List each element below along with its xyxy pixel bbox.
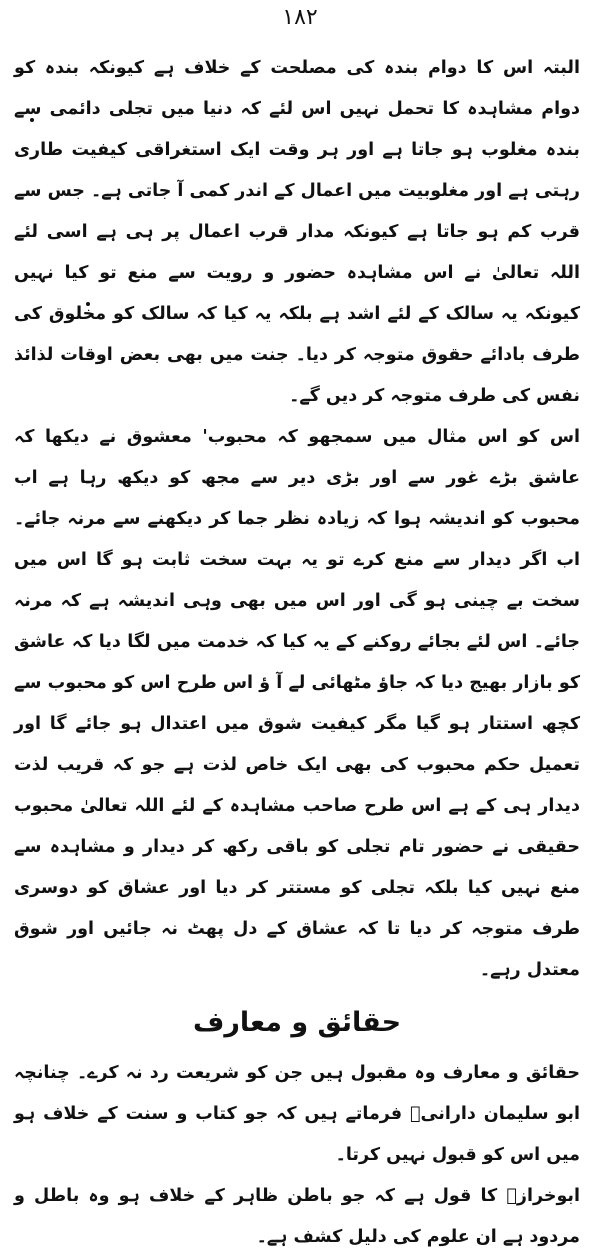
- section-heading: حقائق و معارف: [192, 1007, 402, 1038]
- paragraph-3: حقائق و معارف وہ مقبول ہیں جن کو شریعت رد نہ کرے۔ چنانچہ ابو سلیمان دارانیؒ فرماتے ہیں کہ جو کتاب و سنت کے خلاف ہو میں اس کو قبول نہیں کرتا۔: [14, 1063, 580, 1165]
- page-body: [14, 48, 580, 1258]
- paragraph-4: ابوخرازؒ کا قول ہے کہ جو باطن ظاہر کے خلاف ہو وہ باطل و مردود ہے ان علوم کی دلیل کشف ہے۔: [14, 1186, 580, 1247]
- paragraph-1: البتہ اس کا دوام بندہ کی مصلحت کے خلاف ہے کیونکہ بندہ کو دوام مشاہدہ کا تحمل نہیں اس لئے کہ دنیا میں تجلی دائمی سے بندہ مغلوب ہو جاتا ہے اور ہر وقت ایک استغراقی کیفیت طاری رہتی ہے اور مغلوبیت میں اعمال کے اندر کمی آ جاتی ہے۔ جس سے قرب کم ہو جاتا ہے کیونکہ مدار قرب اعمال پر ہی ہے اسی لئے اللہ تعالیٰ نے اس مشاہدہ حضور و رویت سے منع تو کیا نہیں کیونکہ یہ سالک کے لئے اشد ہے بلکہ یہ کیا کہ سالک کو مخلوق کی طرف بادائے حقوق متوجہ کر دیا۔ جنت میں بھی بعض اوقات لذائذ نفس کی طرف متوجہ کر دیں گے۔: [14, 58, 580, 406]
- page-number: ۱۸۲: [282, 5, 318, 30]
- paragraph-2: اس کو اس مثال میں سمجھو کہ محبوب' معشوق نے دیکھا کہ عاشق بڑے غور سے اور بڑی دیر سے مجھ کو دیکھ رہا ہے اب محبوب کو اندیشہ ہوا کہ زیادہ نظر جما کر دیکھنے سے مرنہ جائے۔ اب اگر دیدار سے منع کرے تو یہ بہت سخت ثابت ہو گا اس میں سخت بے چینی ہو گی اور اس میں بھی وہی اندیشہ ہے کہ مرنہ جائے۔ اس لئے بجائے روکنے کے یہ کیا کہ خدمت میں لگا دیا کہ عاشق کو بازار بھیج دیا کہ جاؤ مٹھائی لے آ ؤ اس طرح اس کو محبوب سے کچھ استتار ہو گیا مگر کیفیت شوق میں اعتدال ہو جائے گا اور تعمیل حکم محبوب کی بھی ایک خاص لذت ہے جو کہ قریب لذت دیدار ہی کے ہے اس طرح صاحب مشاہدہ کے لئے اللہ تعالیٰ محبوب حقیقی نے حضور تام تجلی کو باقی رکھ کر دیدار و مشاہدہ سے منع نہیں کیا بلکہ تجلی کو مستتر کر دیا اور عشاق کو دوسری طرف متوجہ کر دیا تا کہ عشاق کے دل پھٹ نہ جائیں اور شوق معتدل رہے۔: [14, 427, 580, 980]
